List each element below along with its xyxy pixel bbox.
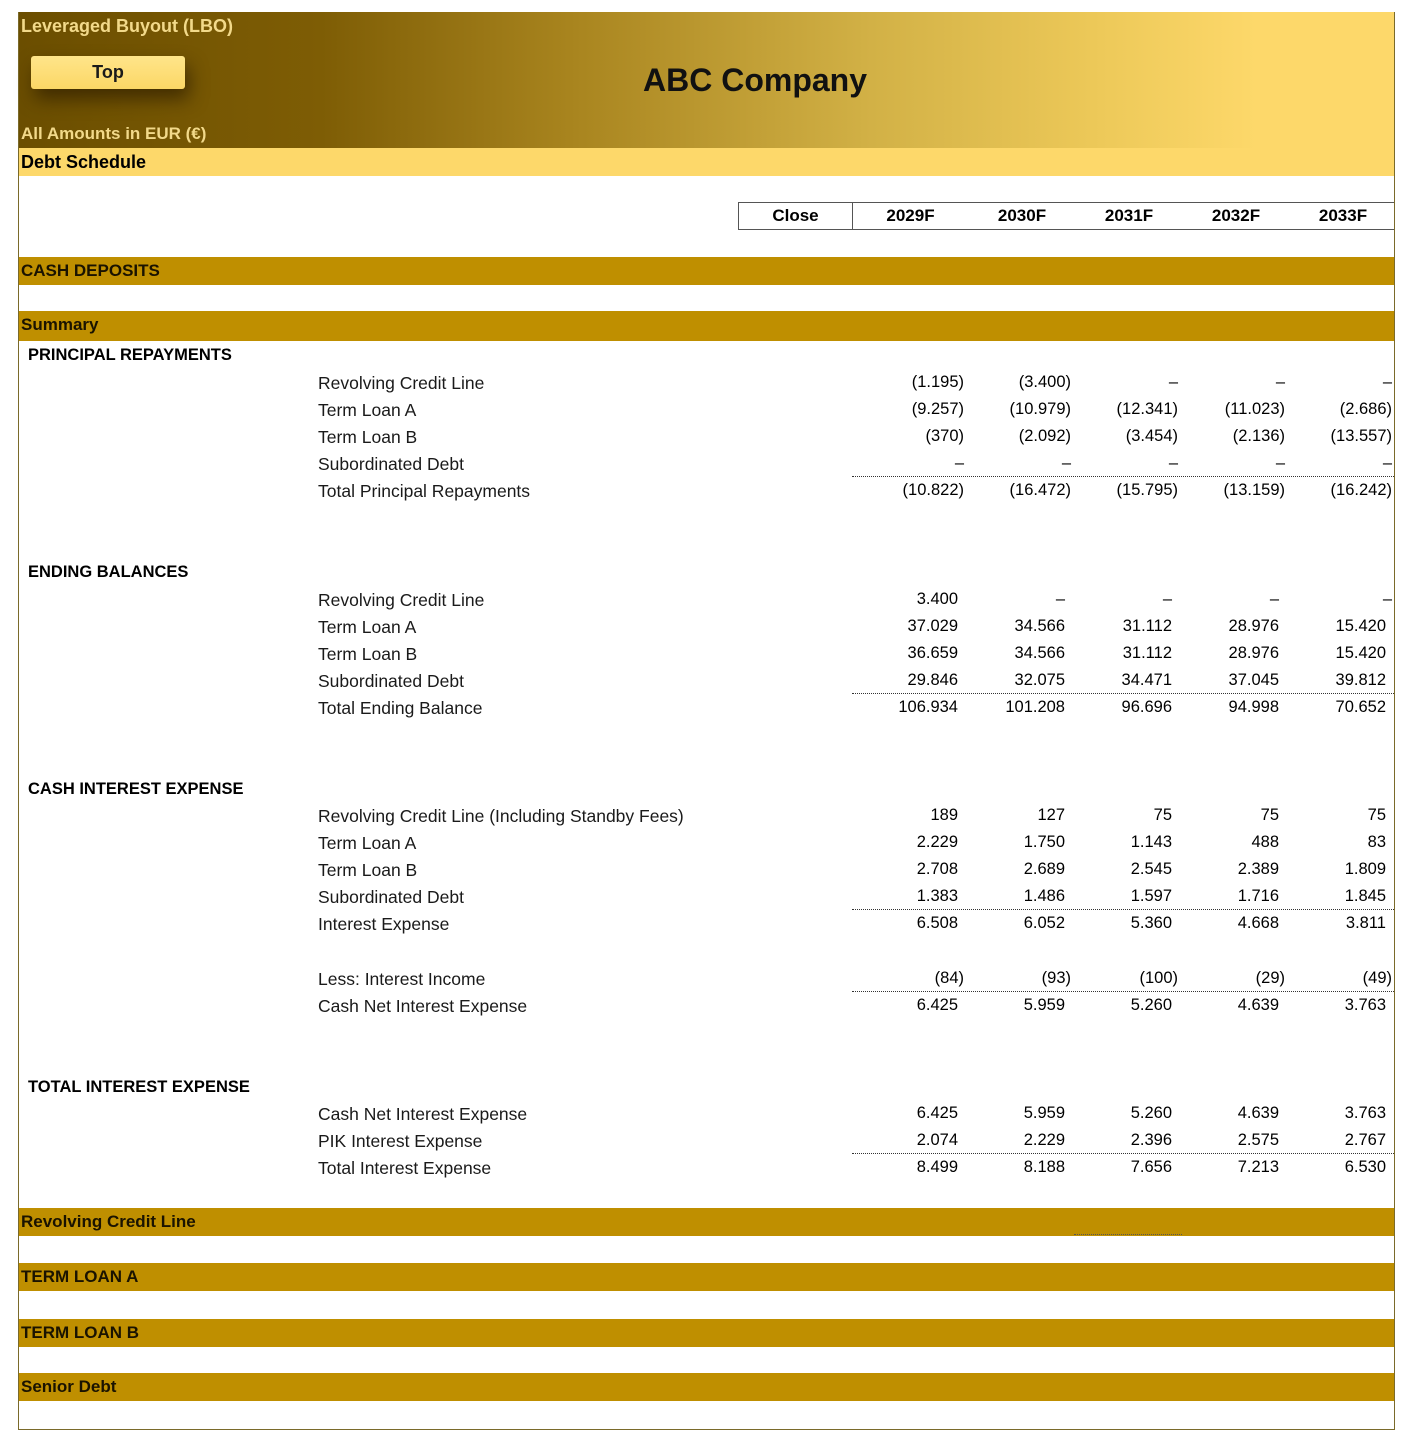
spreadsheet-sheet: [18, 12, 1395, 1430]
cell[interactable]: 5.260: [1130, 996, 1172, 1014]
cell[interactable]: (12.341): [1116, 400, 1178, 418]
cell[interactable]: (11.023): [1224, 400, 1285, 418]
cell[interactable]: 75: [1153, 806, 1172, 824]
header-banner: [19, 12, 1394, 148]
cell[interactable]: 6.530: [1344, 1158, 1386, 1176]
cell[interactable]: 2.389: [1237, 860, 1279, 878]
cell[interactable]: 75: [1260, 806, 1279, 824]
cell[interactable]: 2.229: [1023, 1131, 1065, 1149]
column-header-close: Close: [772, 206, 819, 225]
cell[interactable]: (3.400): [1018, 373, 1071, 391]
cell[interactable]: –: [1275, 373, 1285, 391]
cell[interactable]: 2.074: [916, 1131, 958, 1149]
cell[interactable]: 1.383: [916, 887, 958, 905]
column-header-2029: 2029F: [886, 206, 935, 225]
cell[interactable]: 2.396: [1130, 1131, 1172, 1149]
row-label: Term Loan A: [318, 833, 417, 853]
row-label: Cash Net Interest Expense: [318, 1104, 528, 1124]
cell[interactable]: 4.639: [1237, 1104, 1279, 1122]
row-label: Interest Expense: [318, 914, 450, 934]
row-label: Subordinated Debt: [318, 887, 464, 907]
row-label: Total Interest Expense: [318, 1158, 492, 1178]
row-label: Revolving Credit Line: [318, 373, 485, 393]
cell[interactable]: 3.763: [1344, 996, 1386, 1014]
cell[interactable]: 7.656: [1130, 1158, 1172, 1176]
band-label: Senior Debt: [21, 1377, 117, 1396]
cell[interactable]: 4.668: [1237, 914, 1279, 932]
section-title-total-interest: TOTAL INTEREST EXPENSE: [28, 1078, 250, 1096]
cell[interactable]: 32.075: [1014, 671, 1065, 689]
row-label: Revolving Credit Line (Including Standby Fees): [318, 806, 684, 826]
cell[interactable]: 1.809: [1344, 860, 1386, 878]
cell[interactable]: (84): [934, 969, 964, 987]
cell[interactable]: 75: [1367, 806, 1386, 824]
top-button[interactable]: Top: [31, 56, 185, 89]
cell[interactable]: –: [1055, 590, 1065, 608]
cell[interactable]: –: [1168, 454, 1178, 472]
cell[interactable]: (93): [1041, 969, 1071, 987]
row-label: PIK Interest Expense: [318, 1131, 483, 1151]
row-label: Term Loan B: [318, 427, 418, 447]
cell[interactable]: –: [1168, 373, 1178, 391]
currency-note: All Amounts in EUR (€): [21, 124, 207, 143]
row-label: Term Loan B: [318, 644, 418, 664]
cell[interactable]: (9.257): [911, 400, 964, 418]
subtotal-rule: [852, 693, 1394, 694]
cell[interactable]: 34.566: [1014, 644, 1065, 662]
row-label: Subordinated Debt: [318, 671, 464, 691]
cell[interactable]: 34.566: [1014, 617, 1065, 635]
row-label: Total Principal Repayments: [318, 481, 531, 501]
cell[interactable]: (49): [1362, 969, 1392, 987]
row-label: Term Loan A: [318, 400, 417, 420]
cell[interactable]: (2.136): [1232, 427, 1285, 445]
row-label: Less: Interest Income: [318, 969, 486, 989]
cell[interactable]: –: [1162, 590, 1172, 608]
column-header-2031: 2031F: [1104, 206, 1154, 225]
cell[interactable]: 8.499: [916, 1158, 958, 1176]
cell[interactable]: 1.716: [1237, 887, 1279, 905]
band-revolving-credit-line[interactable]: [19, 1208, 1394, 1236]
band-label: TERM LOAN A: [21, 1267, 139, 1286]
column-header-2030: 2030F: [997, 206, 1047, 225]
band-label: Summary: [21, 315, 99, 334]
cell[interactable]: 1.845: [1344, 887, 1386, 905]
cell[interactable]: 4.639: [1237, 996, 1279, 1014]
cell[interactable]: (2.092): [1018, 427, 1071, 445]
cell[interactable]: (2.686): [1339, 400, 1392, 418]
cell[interactable]: (1.195): [911, 373, 964, 391]
section-title-ending: ENDING BALANCES: [28, 563, 189, 581]
cell[interactable]: 31.112: [1122, 617, 1172, 635]
cell[interactable]: –: [1275, 454, 1285, 472]
cell[interactable]: 2.575: [1237, 1131, 1279, 1149]
row-label: Revolving Credit Line: [318, 590, 485, 610]
cell[interactable]: 101.208: [1005, 698, 1065, 716]
cell[interactable]: 6.052: [1023, 914, 1065, 932]
cell[interactable]: (15.795): [1116, 481, 1178, 499]
cell[interactable]: (3.454): [1125, 427, 1178, 445]
cell[interactable]: 15.420: [1335, 644, 1386, 662]
cell[interactable]: –: [954, 454, 964, 472]
sheet-title: Debt Schedule: [21, 152, 147, 172]
cell[interactable]: 106.934: [898, 698, 958, 716]
cell[interactable]: 2.229: [916, 833, 958, 851]
cell[interactable]: 28.976: [1228, 644, 1279, 662]
cell[interactable]: 189: [930, 806, 958, 824]
cell[interactable]: 96.696: [1121, 698, 1172, 716]
cell[interactable]: 31.112: [1122, 644, 1172, 662]
cell[interactable]: –: [1269, 590, 1279, 608]
section-title-principal: PRINCIPAL REPAYMENTS: [28, 346, 232, 364]
row-label: Term Loan A: [318, 617, 417, 637]
band-label: Revolving Credit Line: [21, 1212, 196, 1231]
cell[interactable]: 36.659: [907, 644, 958, 662]
cell[interactable]: 1.486: [1023, 887, 1065, 905]
subtotal-rule: [852, 476, 1394, 477]
cell[interactable]: 6.425: [916, 1104, 958, 1122]
cell[interactable]: –: [1382, 373, 1392, 391]
cell[interactable]: 7.213: [1237, 1158, 1279, 1176]
row-label: Term Loan B: [318, 860, 418, 880]
cell[interactable]: 37.045: [1228, 671, 1279, 689]
cell[interactable]: 34.471: [1121, 671, 1172, 689]
cell[interactable]: 2.545: [1130, 860, 1172, 878]
cell[interactable]: 6.425: [916, 996, 958, 1014]
cell[interactable]: (13.557): [1330, 427, 1392, 445]
column-header-2032: 2032F: [1211, 206, 1261, 225]
cell[interactable]: 8.188: [1023, 1158, 1065, 1176]
app-title: Leveraged Buyout (LBO): [21, 16, 234, 36]
row-label: Subordinated Debt: [318, 454, 464, 474]
cell[interactable]: 83: [1367, 833, 1386, 851]
cell[interactable]: 3.763: [1344, 1104, 1386, 1122]
cell-border-dots: [1074, 1234, 1182, 1235]
band-summary[interactable]: [19, 311, 1394, 341]
cell[interactable]: (29): [1255, 969, 1285, 987]
cell[interactable]: 2.689: [1023, 860, 1065, 878]
cell[interactable]: (16.472): [1009, 481, 1071, 499]
cell[interactable]: (10.822): [902, 481, 964, 499]
cell[interactable]: 3.400: [916, 590, 958, 608]
cell[interactable]: 1.143: [1130, 833, 1172, 851]
row-label: Cash Net Interest Expense: [318, 996, 528, 1016]
cell[interactable]: (370): [925, 427, 964, 445]
cell[interactable]: 2.708: [916, 860, 958, 878]
sheet-title-bar: [19, 148, 1394, 176]
cell[interactable]: (16.242): [1330, 481, 1392, 499]
cell[interactable]: 3.811: [1345, 914, 1386, 932]
column-header-2033: 2033F: [1318, 206, 1368, 225]
band-label: CASH DEPOSITS: [21, 261, 160, 280]
cell[interactable]: 127: [1037, 806, 1065, 824]
cell[interactable]: 29.846: [907, 671, 958, 689]
cell[interactable]: 39.812: [1335, 671, 1386, 689]
section-title-cash-interest: CASH INTEREST EXPENSE: [28, 780, 244, 798]
cell[interactable]: 1.750: [1023, 833, 1065, 851]
cell[interactable]: 28.976: [1228, 617, 1279, 635]
cell[interactable]: 6.508: [916, 914, 958, 932]
cell[interactable]: –: [1061, 454, 1071, 472]
cell[interactable]: 70.652: [1335, 698, 1386, 716]
band-cash-deposits[interactable]: [19, 257, 1394, 285]
cell[interactable]: 5.260: [1130, 1104, 1172, 1122]
band-term-loan-b[interactable]: [19, 1319, 1394, 1347]
cell[interactable]: –: [1382, 590, 1392, 608]
cell[interactable]: (10.979): [1009, 400, 1071, 418]
row-label: Total Ending Balance: [318, 698, 483, 718]
cell[interactable]: 488: [1251, 833, 1279, 851]
cell[interactable]: 15.420: [1335, 617, 1386, 635]
subtotal-rule: [852, 991, 1394, 992]
cell[interactable]: (100): [1139, 969, 1178, 987]
cell[interactable]: 37.029: [907, 617, 958, 635]
company-name: ABC Company: [643, 62, 868, 98]
cell[interactable]: –: [1382, 454, 1392, 472]
cell[interactable]: 5.360: [1130, 914, 1172, 932]
cell[interactable]: 2.767: [1344, 1131, 1386, 1149]
subtotal-rule: [852, 1153, 1394, 1154]
band-senior-debt[interactable]: [19, 1373, 1394, 1401]
cell[interactable]: 1.597: [1130, 887, 1172, 905]
band-term-loan-a[interactable]: [19, 1263, 1394, 1291]
subtotal-rule: [852, 909, 1394, 910]
band-label: TERM LOAN B: [21, 1323, 140, 1342]
cell[interactable]: 5.959: [1023, 996, 1065, 1014]
cell[interactable]: (13.159): [1223, 481, 1285, 499]
cell[interactable]: 5.959: [1023, 1104, 1065, 1122]
cell[interactable]: 94.998: [1228, 698, 1279, 716]
